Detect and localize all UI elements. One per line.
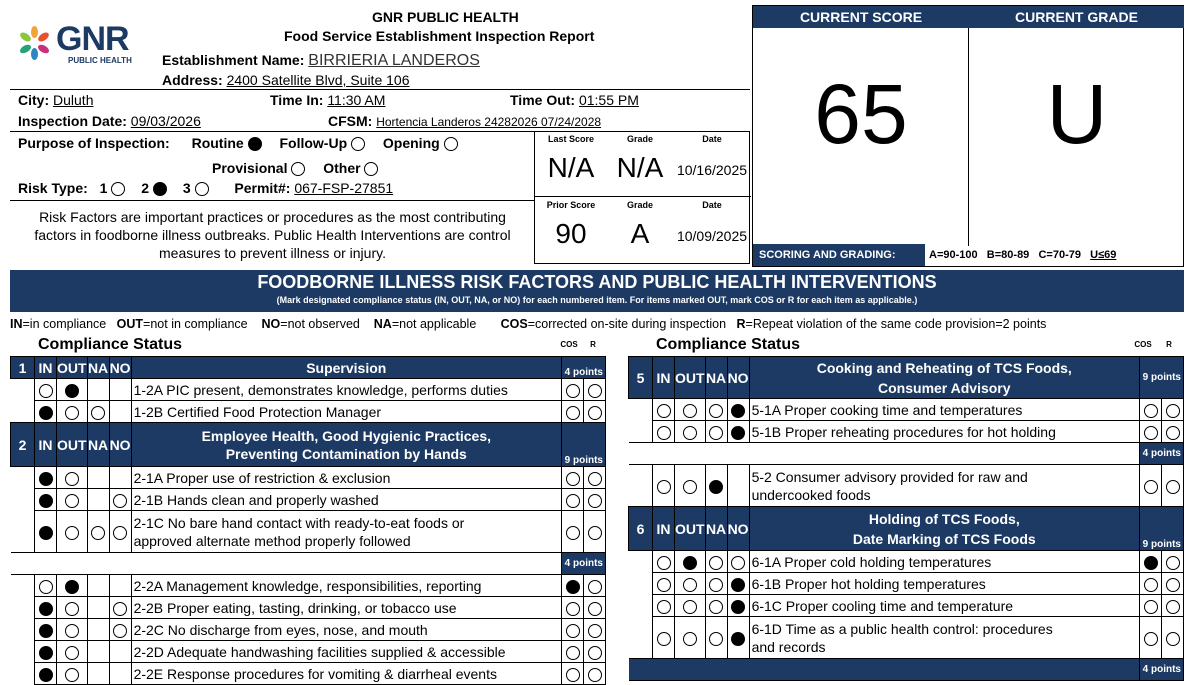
inspection-date-label: Inspection Date: xyxy=(18,113,127,129)
table-row xyxy=(11,663,606,685)
in-radio[interactable] xyxy=(39,384,53,398)
item-label: 2-2B Proper eating, tasting, drinking, or tobacco use xyxy=(131,597,561,619)
r-radio[interactable] xyxy=(588,472,602,486)
table-row xyxy=(629,595,1184,617)
item-label: 6-1D Time as a public health control: procedures and records xyxy=(749,617,1139,659)
scale-u: U≤69 xyxy=(1090,249,1117,261)
last-grade-value: N/A xyxy=(616,152,664,183)
address-row xyxy=(162,72,409,88)
in-radio[interactable] xyxy=(39,602,53,616)
establishment-value: BIRRIERIA LANDEROS xyxy=(308,52,480,69)
item-label: 2-2D Adequate handwashing facilities supplied & accessible xyxy=(131,641,561,663)
out-radio[interactable] xyxy=(65,646,79,660)
r-radio[interactable] xyxy=(1166,632,1180,646)
r-radio[interactable] xyxy=(1166,480,1180,494)
prior-date-label: Date xyxy=(702,200,722,210)
item-label: 6-1B Proper hot holding temperatures xyxy=(749,573,1139,595)
time-in-row xyxy=(270,92,385,108)
no-radio[interactable] xyxy=(113,494,127,508)
r-radio[interactable] xyxy=(588,624,602,638)
section-supervision-title: Supervision xyxy=(131,357,561,379)
permit-label: Permit#: xyxy=(234,180,291,196)
time-out-label: Time Out: xyxy=(510,92,576,108)
in-radio[interactable] xyxy=(657,556,671,570)
prior-score-label: Prior Score xyxy=(546,200,596,210)
cos-radio[interactable] xyxy=(1144,578,1158,592)
item-label: 2-1B Hands clean and properly washed xyxy=(131,489,561,511)
r-radio[interactable] xyxy=(1166,556,1180,570)
history-box xyxy=(534,131,750,264)
section-2-header: 2 IN OUT NA NO Employee Health, Good Hygienic Practices, Preventing Contamination by Hands 9 points xyxy=(11,423,606,467)
establishment-label: Establishment Name: xyxy=(162,52,305,68)
item-label: 2-1C No bare hand contact with ready-to-eat foods or approved alternate method properly followed xyxy=(131,511,561,553)
na-radio[interactable] xyxy=(709,404,723,418)
logo-flower-icon xyxy=(18,26,52,60)
status-legend: IN=in compliance OUT=not in compliance NO=not observed NA=not applicable COS=corrected on-site during inspection R=Repeat violation of the same code provision=2 points xyxy=(10,317,1047,331)
item-label: 6-1A Proper cold holding temperatures xyxy=(749,551,1139,573)
scale-a: A=90-100 xyxy=(929,249,978,261)
risk-row xyxy=(18,180,393,196)
cfsm-row xyxy=(328,113,601,129)
current-grade-value: U xyxy=(1046,67,1108,161)
section-5-header: 5 IN OUT NA NO Cooking and Reheating of TCS Foods, Consumer Advisory 9 points xyxy=(629,357,1184,399)
no-radio[interactable] xyxy=(113,526,127,540)
purpose-row-2 xyxy=(212,160,378,176)
in-radio[interactable] xyxy=(39,624,53,638)
purpose-label: Purpose of Inspection: xyxy=(18,135,170,151)
out-radio[interactable] xyxy=(683,480,697,494)
logo-text: GNR xyxy=(56,20,129,58)
inspection-date-value: 09/03/2026 xyxy=(130,113,201,129)
table-row xyxy=(629,421,1184,443)
out-radio[interactable] xyxy=(683,600,697,614)
prior-grade-label: Grade xyxy=(626,200,653,210)
no-radio[interactable] xyxy=(731,578,745,592)
r-radio[interactable] xyxy=(588,384,602,398)
out-radio[interactable] xyxy=(683,556,697,570)
cos-radio[interactable] xyxy=(566,526,580,540)
risk-2-radio[interactable] xyxy=(153,182,167,196)
in-radio[interactable] xyxy=(39,526,53,540)
cos-radio[interactable] xyxy=(566,384,580,398)
item-label: 5-2 Consumer advisory provided for raw and undercooked foods xyxy=(749,465,1139,507)
in-radio[interactable] xyxy=(657,632,671,646)
current-score-value: 65 xyxy=(814,67,908,161)
city-label: City: xyxy=(18,92,50,108)
out-radio[interactable] xyxy=(65,472,79,486)
no-radio[interactable] xyxy=(731,600,745,614)
r-radio[interactable] xyxy=(588,494,602,508)
table-row xyxy=(11,379,606,401)
points-row: 4 points xyxy=(11,553,606,575)
r-radio[interactable] xyxy=(1166,404,1180,418)
table-row xyxy=(629,399,1184,421)
last-score-label: Last Score xyxy=(547,134,595,144)
cfsm-value: Hortencia Landeros 24282026 07/24/2028 xyxy=(376,115,602,129)
item-label: 1-2B Certified Food Protection Manager xyxy=(131,401,561,423)
no-radio[interactable] xyxy=(731,426,745,440)
cos-radio[interactable] xyxy=(566,406,580,420)
no-radio[interactable] xyxy=(731,556,745,570)
out-radio[interactable] xyxy=(683,578,697,592)
in-radio[interactable] xyxy=(39,580,53,594)
cos-radio[interactable] xyxy=(1144,632,1158,646)
out-radio[interactable] xyxy=(65,406,79,420)
table-row xyxy=(11,641,606,663)
table-row xyxy=(11,467,606,489)
in-radio[interactable] xyxy=(39,406,53,420)
na-radio[interactable] xyxy=(709,578,723,592)
city-value: Duluth xyxy=(53,92,94,108)
agency-name: GNR PUBLIC HEALTH xyxy=(372,9,519,25)
in-radio[interactable] xyxy=(657,600,671,614)
cos-radio[interactable] xyxy=(1144,404,1158,418)
purpose-routine-label: Routine xyxy=(191,135,244,151)
banner-subtitle: (Mark designated compliance status (IN, OUT, NA, or NO) for each numbered item. For items marked OUT, mark COS or R for each item as applicable.) xyxy=(276,295,918,305)
grading-scale xyxy=(929,244,1185,266)
cos-radio[interactable] xyxy=(566,624,580,638)
section-banner xyxy=(10,270,1184,312)
right-r-header: R xyxy=(1166,340,1172,349)
risk-3-label: 3 xyxy=(182,180,191,196)
section-1-header: 1 IN OUT NA NO Supervision 4 points xyxy=(11,357,606,379)
table-row xyxy=(11,489,606,511)
out-radio[interactable] xyxy=(65,494,79,508)
logo-subtext: PUBLIC HEALTH xyxy=(68,56,132,65)
cos-radio[interactable] xyxy=(566,602,580,616)
table-row xyxy=(629,617,1184,659)
in-radio[interactable] xyxy=(657,480,671,494)
address-value: 2400 Satellite Blvd, Suite 106 xyxy=(226,72,410,88)
in-radio[interactable] xyxy=(39,646,53,660)
risk-2-label: 2 xyxy=(141,180,150,196)
na-radio[interactable] xyxy=(709,632,723,646)
r-radio[interactable] xyxy=(588,602,602,616)
purpose-other-radio[interactable] xyxy=(364,162,378,176)
purpose-other-label: Other xyxy=(323,160,361,176)
item-label: 5-1B Proper reheating procedures for hot holding xyxy=(749,421,1139,443)
out-radio[interactable] xyxy=(65,526,79,540)
purpose-routine-radio[interactable] xyxy=(248,137,262,151)
establishment-row xyxy=(162,52,480,70)
cfsm-label: CFSM: xyxy=(328,113,373,129)
table-row xyxy=(11,401,606,423)
out-radio[interactable] xyxy=(65,384,79,398)
left-compliance-table xyxy=(10,356,606,685)
cos-radio[interactable] xyxy=(1144,426,1158,440)
item-label: 1-2A PIC present, demonstrates knowledge, performs duties xyxy=(131,379,561,401)
cos-radio[interactable] xyxy=(1144,480,1158,494)
r-radio[interactable] xyxy=(588,646,602,660)
time-in-value: 11:30 AM xyxy=(327,92,386,108)
last-date-value: 10/16/2025 xyxy=(676,162,748,178)
item-label: 2-2A Management knowledge, responsibilities, reporting xyxy=(131,575,561,597)
table-row xyxy=(11,511,606,553)
out-radio[interactable] xyxy=(65,624,79,638)
city-row xyxy=(18,92,93,108)
na-radio[interactable] xyxy=(91,406,105,420)
purpose-row xyxy=(18,135,458,151)
prior-grade-value: A xyxy=(630,218,650,249)
scale-c: C=70-79 xyxy=(1038,249,1081,261)
out-radio[interactable] xyxy=(65,602,79,616)
cos-radio[interactable] xyxy=(566,646,580,660)
r-radio[interactable] xyxy=(588,580,602,594)
last-score-value: N/A xyxy=(547,152,595,183)
last-date-label: Date xyxy=(702,134,722,144)
risk-3-radio[interactable] xyxy=(195,182,209,196)
na-radio[interactable] xyxy=(709,426,723,440)
current-grade-label: CURRENT GRADE xyxy=(969,6,1184,28)
no-radio[interactable] xyxy=(731,404,745,418)
no-radio[interactable] xyxy=(731,632,745,646)
logo xyxy=(16,22,148,66)
table-row xyxy=(629,551,1184,573)
no-radio[interactable] xyxy=(113,624,127,638)
scoring-label: SCORING AND GRADING: xyxy=(753,244,925,266)
risk-1-radio[interactable] xyxy=(111,182,125,196)
out-radio[interactable] xyxy=(683,404,697,418)
report-title: Food Service Establishment Inspection Report xyxy=(284,28,595,44)
na-radio[interactable] xyxy=(709,600,723,614)
table-row xyxy=(629,573,1184,595)
risk-type-label: Risk Type: xyxy=(18,180,88,196)
points-row: 4 points xyxy=(629,443,1184,465)
right-compliance-title: Compliance Status xyxy=(656,336,801,353)
score-box xyxy=(752,5,1184,267)
current-score-label: CURRENT SCORE xyxy=(753,6,969,28)
item-label: 2-1A Proper use of restriction & exclusion xyxy=(131,467,561,489)
date-row xyxy=(18,113,201,129)
in-radio[interactable] xyxy=(39,494,53,508)
time-out-row xyxy=(510,92,639,108)
banner-title: FOODBORNE ILLNESS RISK FACTORS AND PUBLIC HEALTH INTERVENTIONS xyxy=(257,272,937,292)
address-label: Address: xyxy=(162,72,223,88)
purpose-provisional-radio[interactable] xyxy=(291,162,305,176)
points-row: 4 points xyxy=(629,659,1184,681)
in-radio[interactable] xyxy=(657,426,671,440)
cos-radio[interactable] xyxy=(1144,556,1158,570)
no-radio[interactable] xyxy=(113,602,127,616)
purpose-provisional-label: Provisional xyxy=(212,160,288,176)
time-in-label: Time In: xyxy=(270,92,324,108)
out-radio[interactable] xyxy=(65,580,79,594)
r-radio[interactable] xyxy=(1166,578,1180,592)
purpose-followup-radio[interactable] xyxy=(351,137,365,151)
in-radio[interactable] xyxy=(657,404,671,418)
prior-score-value: 90 xyxy=(555,218,587,249)
na-radio[interactable] xyxy=(91,526,105,540)
purpose-opening-label: Opening xyxy=(382,135,440,151)
r-radio[interactable] xyxy=(588,406,602,420)
cos-radio[interactable] xyxy=(1144,600,1158,614)
time-out-value: 01:55 PM xyxy=(578,92,639,108)
cos-radio[interactable] xyxy=(566,494,580,508)
risk-1-label: 1 xyxy=(99,180,108,196)
left-compliance-title: Compliance Status xyxy=(38,336,183,353)
cos-radio[interactable] xyxy=(566,580,580,594)
table-row xyxy=(11,575,606,597)
right-compliance-table xyxy=(628,356,1184,681)
section-6-header: 6 IN OUT NA NO Holding of TCS Foods, Date Marking of TCS Foods 9 points xyxy=(629,507,1184,551)
in-radio[interactable] xyxy=(657,578,671,592)
r-radio[interactable] xyxy=(588,526,602,540)
item-label: 2-2C No discharge from eyes, nose, and mouth xyxy=(131,619,561,641)
risk-factors-note: Risk Factors are important practices or procedures as the most contributing factors in foodborne illness outbreaks. Public Health Interventions are control measures to prevent illness or injury. xyxy=(34,209,511,261)
r-radio[interactable] xyxy=(1166,426,1180,440)
cos-radio[interactable] xyxy=(566,472,580,486)
item-label: 2-2E Response procedures for vomiting & diarrheal events xyxy=(131,663,561,685)
item-label: 5-1A Proper cooking time and temperatures xyxy=(749,399,1139,421)
table-row xyxy=(11,597,606,619)
left-cos-header: COS xyxy=(560,340,578,349)
na-radio[interactable] xyxy=(709,556,723,570)
table-row xyxy=(629,465,1184,507)
r-radio[interactable] xyxy=(1166,600,1180,614)
purpose-followup-label: Follow-Up xyxy=(279,135,348,151)
permit-value: 067-FSP-27851 xyxy=(294,180,394,196)
last-grade-label: Grade xyxy=(626,134,653,144)
purpose-opening-radio[interactable] xyxy=(444,137,458,151)
out-radio[interactable] xyxy=(683,632,697,646)
na-radio[interactable] xyxy=(709,480,723,494)
prior-date-value: 10/09/2025 xyxy=(676,228,748,244)
out-radio[interactable] xyxy=(683,426,697,440)
table-row xyxy=(11,619,606,641)
left-r-header: R xyxy=(590,340,596,349)
item-label: 6-1C Proper cooling time and temperature xyxy=(749,595,1139,617)
scale-b: B=80-89 xyxy=(986,249,1030,261)
in-radio[interactable] xyxy=(39,472,53,486)
right-cos-header: COS xyxy=(1134,340,1152,349)
